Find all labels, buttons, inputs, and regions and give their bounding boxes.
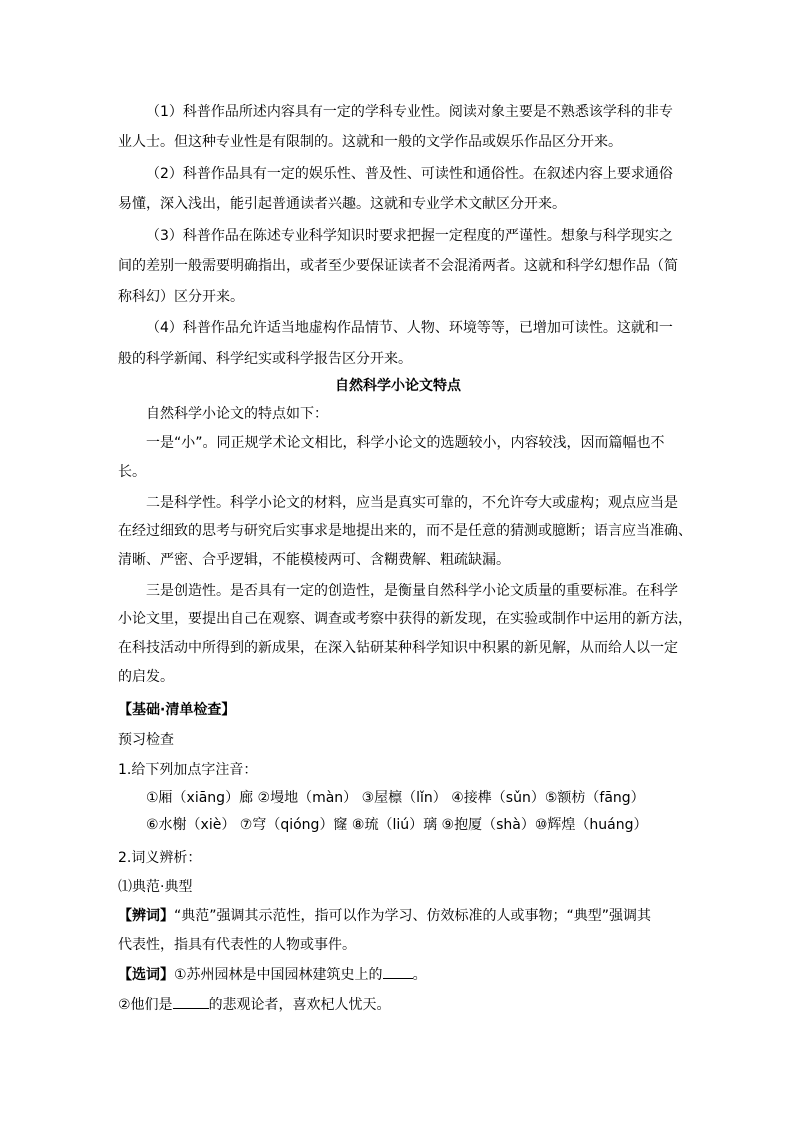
point2-line-1: 二是科学性。科学小论文的材料，应当是真实可靠的，不允许夸大或虚构；观点应当是 xyxy=(146,495,678,511)
bianci-line-1 xyxy=(118,906,651,926)
answer-blank-2[interactable] xyxy=(173,994,209,1009)
bianci-line-2: 代表性，指具有代表性的人物或事件。 xyxy=(118,937,356,953)
point3-line-4: 的启发。 xyxy=(118,669,174,685)
point1-line-1: 一是“小”。同正规学术论文相比，科学小论文的选题较小，内容较浅，因而篇幅也不 xyxy=(146,435,665,451)
p3-line-1: （3）科普作品在陈述专业科学知识时要求把握一定程度的严谨性。想象与科学现实之 xyxy=(146,228,673,244)
xuanci-line-2 xyxy=(118,994,391,1015)
question2-subtitle: ⑴典范·典型 xyxy=(118,879,193,895)
bianci-text-1: “典范”强调其示范性，指可以作为学习、仿效标准的人或事物；“典型”强调其 xyxy=(174,908,652,924)
xuanci-text-1-end: 。 xyxy=(412,967,427,983)
answer-blank-1[interactable] xyxy=(383,964,413,979)
check-heading: 【基础·清单检查】 xyxy=(118,702,236,718)
point3-line-2: 小论文里，要提出自己在观察、调查或考察中获得的新发现，在实验或制作中运用的新方法， xyxy=(118,611,692,627)
p4-line-2: 般的科学新闻、科学纪实或科学报告区分开来。 xyxy=(118,351,412,367)
point2-line-3: 清晰、严密、合乎逻辑，不能模棱两可、含糊费解、粗疏缺漏。 xyxy=(118,552,510,568)
point1-line-2: 长。 xyxy=(118,464,146,480)
xuanci-text-1: ①苏州园林是中国园林建筑史上的 xyxy=(174,967,383,983)
point2-line-2: 在经过细致的思考与研究后实事求是地提出来的，而不是任意的猜测或臆断；语言应当准确、 xyxy=(118,523,692,539)
question1-title: 1.给下列加点字注音： xyxy=(118,762,258,778)
question1-row-1: ①厢（xiāng）廊 ②墁地（màn） ③屋檩（lǐn） ④接榫（sǔn）⑤额枋（fāng） xyxy=(146,790,645,806)
p3-line-3: 称科幻）区分开来。 xyxy=(118,289,244,305)
question2-title: 2.词义辨析： xyxy=(118,850,202,866)
intro-line: 自然科学小论文的特点如下： xyxy=(146,406,328,422)
point3-line-3: 在科技活动中所得到的新成果，在深入钻研某种科学知识中积累的新见解，从而给人以一定 xyxy=(118,640,678,656)
bianci-tag: 【辨词】 xyxy=(118,908,174,924)
p2-line-2: 易懂，深入浅出，能引起普通读者兴趣。这就和专业学术文献区分开来。 xyxy=(118,196,566,212)
xuanci-text-2: ②他们是 xyxy=(118,997,173,1013)
p1-line-2: 业人士。但这种专业性是有限制的。这就和一般的文学作品或娱乐作品区分开来。 xyxy=(118,134,622,150)
p4-line-1: （4）科普作品允许适当地虚构作品情节、人物、环境等等，已增加可读性。这就和一 xyxy=(146,320,673,336)
question1-row-2: ⑥水榭（xiè） ⑦穹（qióng）窿 ⑧琉（liú）璃 ⑨抱厦（shà）⑩辉煌（huáng） xyxy=(146,817,648,833)
preview-heading: 预习检查 xyxy=(118,732,174,748)
xuanci-line-1 xyxy=(118,964,427,985)
p3-line-2: 间的差别一般需要明确指出，或者至少要保证读者不会混淆两者。这就和科学幻想作品（简 xyxy=(118,258,678,274)
xuanci-text-2-end: 的悲观论者，喜欢杞人忧天。 xyxy=(208,997,391,1013)
p1-line-1: （1）科普作品所述内容具有一定的学科专业性。阅读对象主要是不熟悉该学科的非专 xyxy=(146,104,673,120)
section-title: 自然科学小论文特点 xyxy=(335,378,461,394)
xuanci-tag: 【选词】 xyxy=(118,967,174,983)
point3-line-1: 三是创造性。是否具有一定的创造性，是衡量自然科学小论文质量的重要标准。在科学 xyxy=(146,583,678,599)
p2-line-1: （2）科普作品具有一定的娱乐性、普及性、可读性和通俗性。在叙述内容上要求通俗 xyxy=(146,166,673,182)
